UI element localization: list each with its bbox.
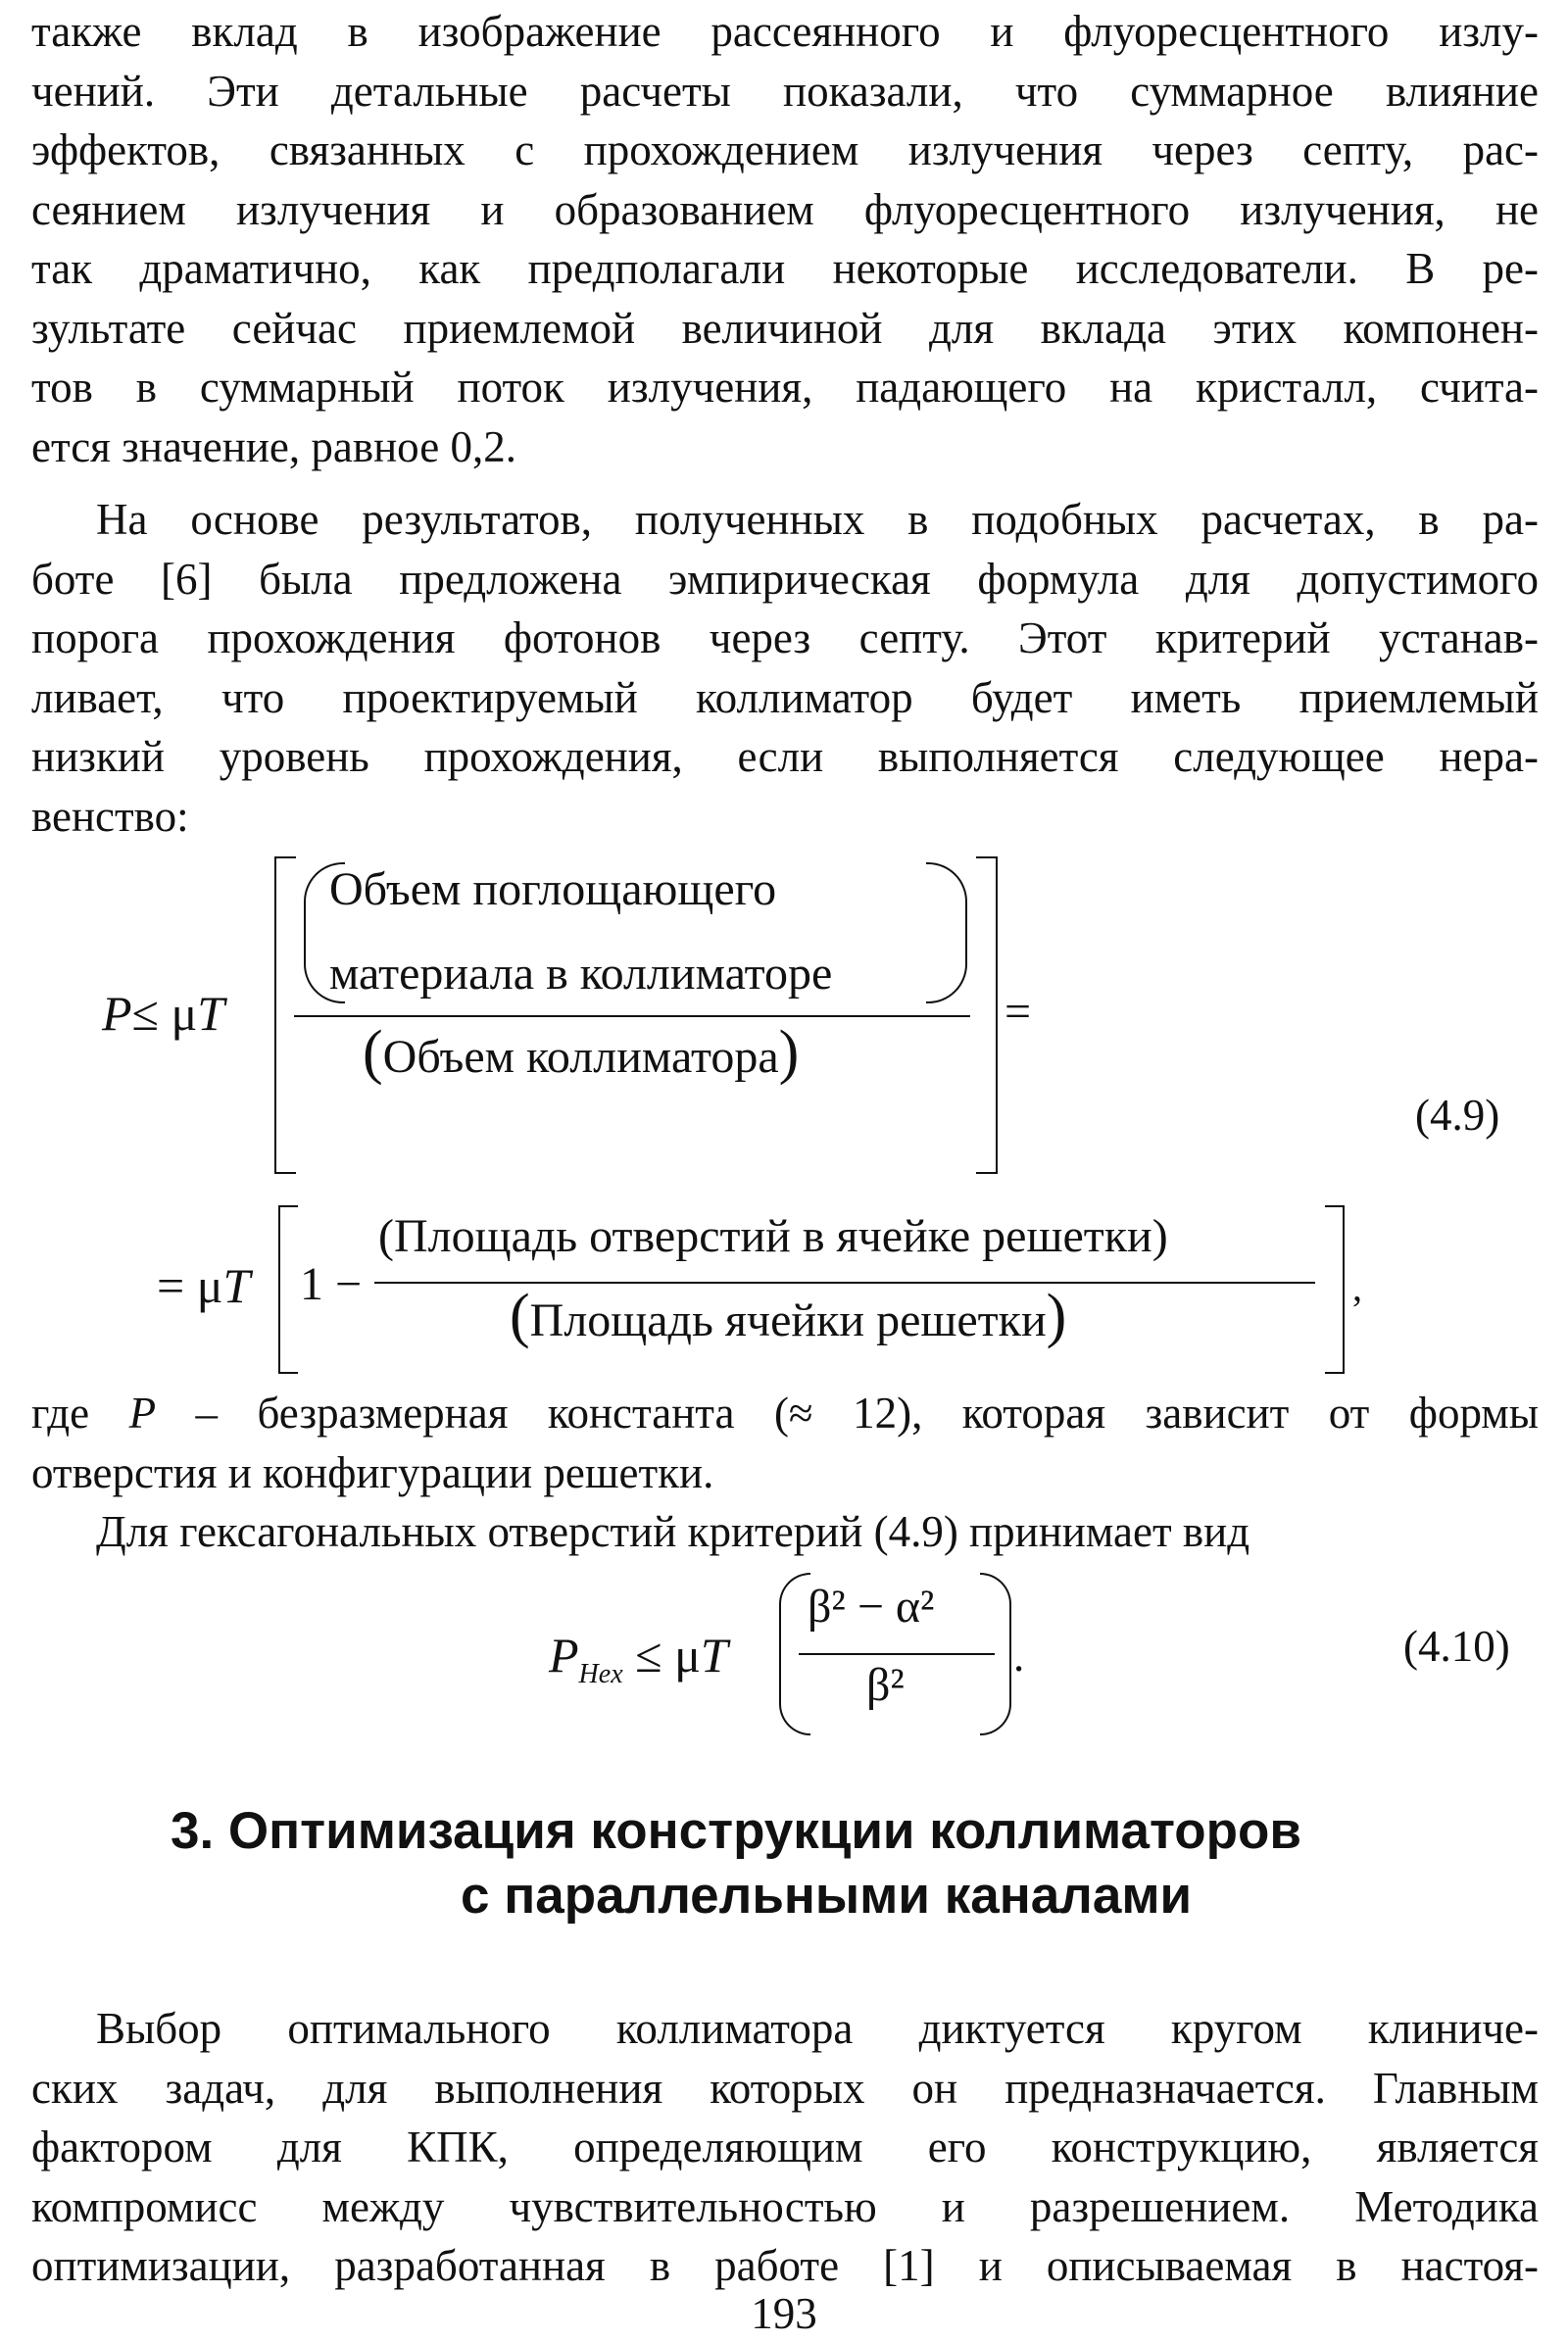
text-line: ливает, что проектируемый коллиматор будет иметь приемлемый — [31, 672, 1539, 722]
eq-p-symbol: P — [102, 986, 132, 1041]
numerator-line-2: материала в коллиматоре — [329, 948, 833, 1000]
section-heading-line-2: с параллельными каналами — [461, 1867, 1193, 1925]
den-paren-open: ( — [363, 1019, 383, 1086]
text-line: венство: — [31, 791, 189, 841]
row2-numerator: (Площадь отверстий в ячейке решетки) — [378, 1210, 1168, 1262]
right-square-bracket — [976, 856, 998, 1174]
row2-left-bracket — [278, 1205, 298, 1374]
eq410-dot: . — [1013, 1632, 1025, 1681]
den-text: Объем коллиматора — [382, 1031, 779, 1083]
text-line: отверстия и конфигурации решетки. — [31, 1447, 714, 1497]
text-line: порога прохождения фотонов через септу. Этот критерий устанав- — [31, 613, 1539, 662]
text-line: Для гексагональных отверстий критерий (4.9) принимает вид — [96, 1507, 1250, 1556]
row2-denominator — [510, 1283, 1067, 1349]
text-line: тов в суммарный поток излучения, падающего на кристалл, счита- — [31, 363, 1539, 412]
numerator-line-1: Объем поглощающего — [329, 863, 777, 915]
text-line: ется значение, равное 0,2. — [31, 421, 516, 471]
eq410-denominator: β² — [866, 1659, 905, 1711]
eq410-t: T — [700, 1628, 728, 1683]
eq-rel: ≤ μ — [131, 986, 198, 1041]
den-paren-close: ) — [778, 1019, 800, 1086]
text-line: так драматично, как предполагали некоторые исследователи. В ре- — [31, 244, 1539, 293]
eq410-lhs — [549, 1627, 728, 1690]
eq410-paren-right — [980, 1573, 1011, 1735]
eq410-numerator: β² − α² — [808, 1581, 935, 1633]
paragraph-optimal-collimator — [31, 1999, 1539, 2296]
text-fragment: – безразмерная константа (≈ 12), которая зависит от формы — [195, 1389, 1539, 1438]
text-line: На основе результатов, полученных в подобных расчетах, в ра- — [96, 495, 1539, 544]
text-line: сеянием излучения и образованием флуоресцентного излучения, не — [31, 184, 1539, 234]
eq-equals: = — [1004, 986, 1032, 1038]
text-line: боте [6] была предложена эмпирическая формула для допустимого — [31, 554, 1539, 604]
text-line — [31, 1384, 1539, 1443]
one-minus: 1 − — [300, 1258, 363, 1310]
row2-den-text: Площадь ячейки решетки — [529, 1294, 1047, 1346]
left-square-bracket — [274, 856, 296, 1174]
equation-number-4-9: (4.9) — [1415, 1091, 1500, 1140]
eq-t-symbol: T — [197, 986, 225, 1041]
eq410-sub: Hex — [578, 1659, 623, 1689]
row2-den-open: ( — [510, 1283, 530, 1349]
text-line: эффектов, связанных с прохождением излучения через септу, рас- — [31, 125, 1539, 174]
eq-lhs — [102, 985, 224, 1042]
row2-right-bracket — [1325, 1205, 1345, 1374]
fraction-bar — [294, 1015, 970, 1017]
page-number: 193 — [751, 2289, 817, 2338]
eq-row2-t: T — [222, 1258, 251, 1313]
eq-row2-rel: = μ — [157, 1258, 223, 1313]
text-line: зультате сейчас приемлемой величиной для вклада этих компонен- — [31, 303, 1539, 353]
paragraph-where-p — [31, 1384, 1539, 1502]
denominator — [363, 1019, 800, 1086]
row2-den-close: ) — [1046, 1283, 1067, 1349]
text-line: ских задач, для выполнения которых он предназначается. Главным — [31, 2063, 1539, 2113]
text-line: фактором для КПК, определяющим его конструкцию, является — [31, 2122, 1539, 2171]
paragraph-scatter-fluorescence — [31, 2, 1539, 476]
text-line: также вклад в изображение рассеянного и флуоресцентного излу- — [31, 7, 1539, 56]
eq410-fraction-bar — [799, 1653, 995, 1655]
eq410-p: P — [549, 1628, 579, 1683]
text-line: Выбор оптимального коллиматора диктуется кругом клиниче- — [96, 2004, 1539, 2053]
word-where: где — [31, 1389, 90, 1438]
equation-number-4-10: (4.10) — [1403, 1622, 1510, 1671]
paragraph-hexagonal — [31, 1502, 1539, 1562]
text-line: компромисс между чувствительностью и разрешением. Методика — [31, 2181, 1539, 2231]
text-line: оптимизации, разработанная в работе [1] и описываемая в настоя- — [31, 2241, 1539, 2290]
symbol-p: P — [128, 1389, 157, 1438]
text-line: низкий уровень прохождения, если выполняется следующее нера- — [31, 732, 1539, 781]
eq-comma: , — [1352, 1265, 1362, 1309]
numerator-paren-right — [926, 862, 967, 1003]
section-heading-line-1: 3. Оптимизация конструкции коллиматоров — [171, 1802, 1301, 1860]
paragraph-empirical-formula — [31, 490, 1539, 846]
eq-row2-prefix — [157, 1257, 250, 1314]
eq410-rel: ≤ μ — [635, 1628, 701, 1683]
text-line: чений. Эти детальные расчеты показали, что суммарное влияние — [31, 66, 1539, 116]
